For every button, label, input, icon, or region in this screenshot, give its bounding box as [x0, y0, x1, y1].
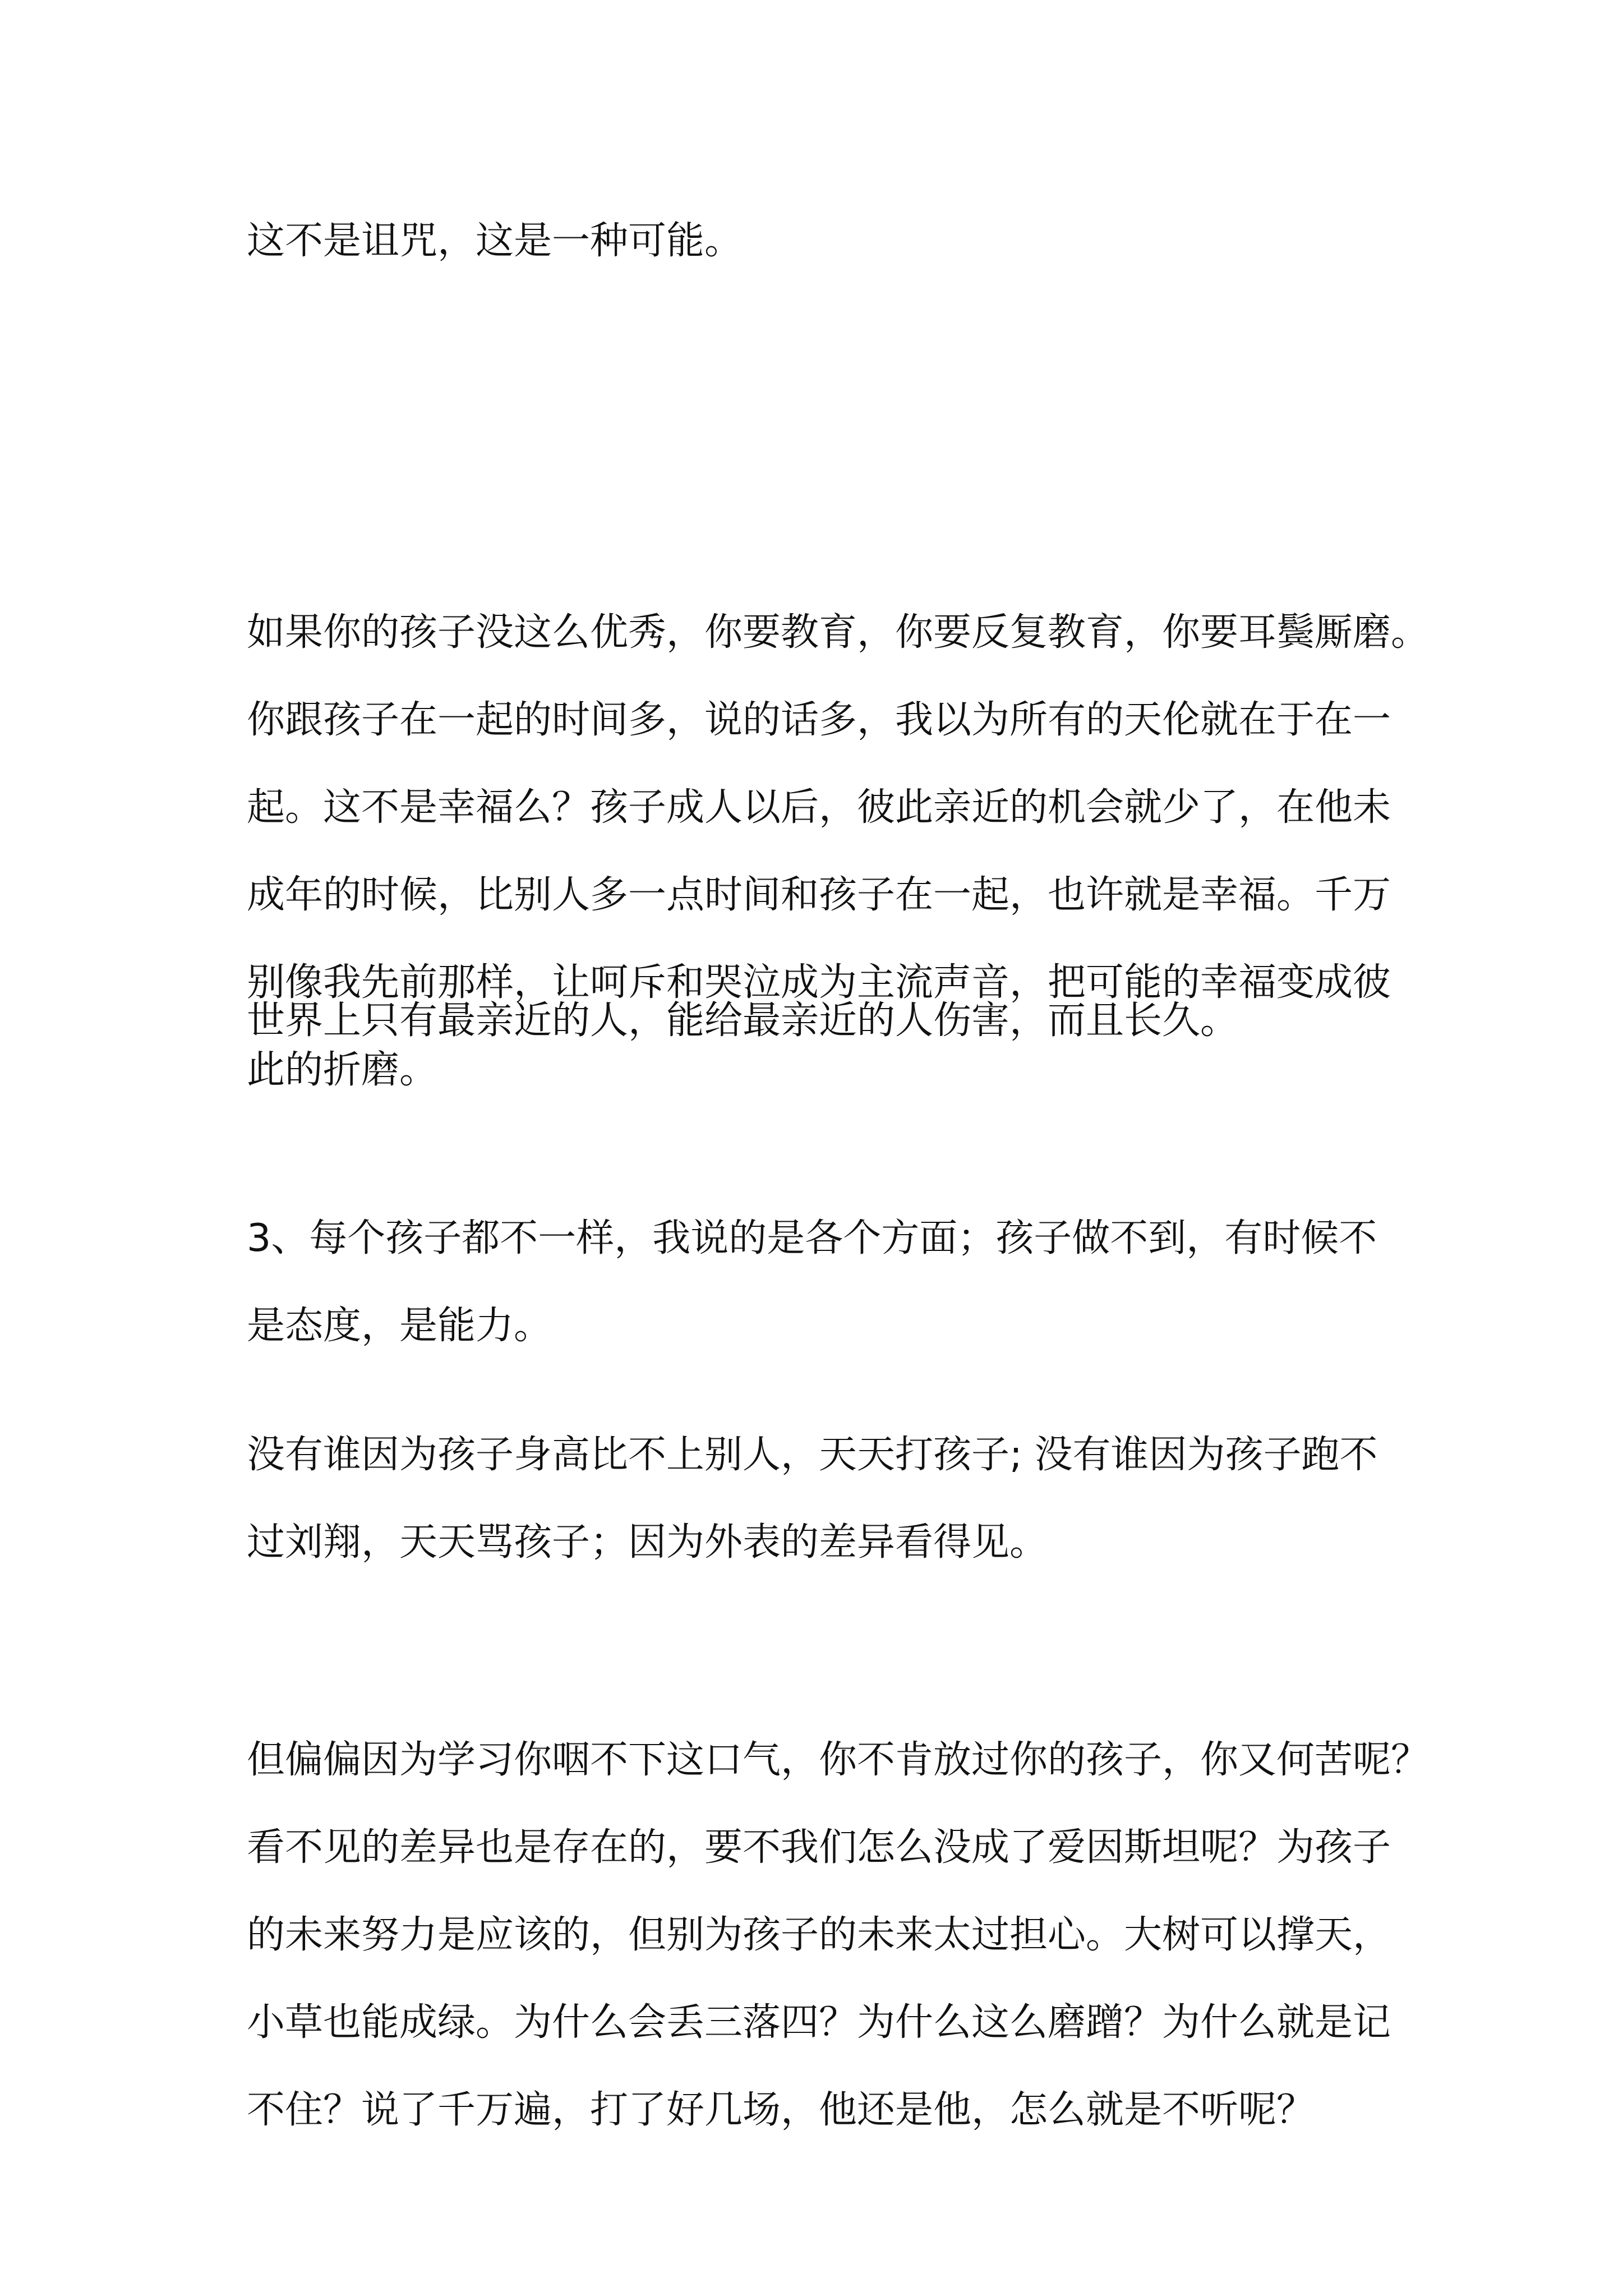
- paragraph-visible-differences: [247, 1411, 1391, 1586]
- text-line: 但偏偏因为学习你咽不下这口气，你不肯放过你的孩子，你又何苦呢？: [247, 1738, 1430, 1782]
- text-line: 是态度，是能力。: [247, 1304, 552, 1348]
- text-line: 你跟孩子在一起的时间多，说的话多，我以为所有的天伦就在于在一: [247, 698, 1391, 742]
- text-line: 没有谁因为孩子身高比不上别人，天天打孩子; 没有谁因为孩子跑不: [247, 1433, 1378, 1477]
- text-line: 3、每个孩子都不一样，我说的是各个方面；孩子做不到，有时候不: [247, 1216, 1377, 1260]
- paragraph-closest-people: [247, 977, 1391, 1065]
- text-line: 别像我先前那样，让呵斥和哭泣成为主流声音，把可能的幸福变成彼: [247, 960, 1391, 1005]
- paragraph-point-3: [247, 1195, 1391, 1370]
- text-line: 的未来努力是应该的，但别为孩子的未来太过担心。大树可以撑天，: [247, 1913, 1391, 1957]
- text-line: 成年的时候，比别人多一点时间和孩子在一起，也许就是幸福。千万: [247, 873, 1391, 917]
- text-line: 过刘翔，天天骂孩子；因为外表的差异看得见。: [247, 1520, 1048, 1565]
- text-line: 世界上只有最亲近的人，能给最亲近的人伤害，而且长久。: [247, 999, 1239, 1043]
- text-line: 这不是诅咒，这是一种可能。: [247, 219, 743, 263]
- paragraph-curse: [247, 197, 1391, 285]
- paragraph-invisible-differences: [247, 1717, 1430, 2154]
- text-line: 如果你的孩子没这么优秀，你要教育，你要反复教育，你要耳鬓厮磨。: [247, 610, 1430, 655]
- text-line: 看不见的差异也是存在的，要不我们怎么没成了爱因斯坦呢？为孩子: [247, 1825, 1391, 1870]
- text-line: 此的折磨。: [247, 1048, 438, 1092]
- text-line: 不住？说了千万遍，打了好几场，他还是他，怎么就是不听呢？: [247, 2088, 1315, 2132]
- text-line: 起。这不是幸福么？孩子成人以后，彼此亲近的机会就少了，在他未: [247, 785, 1391, 830]
- text-line: 小草也能成绿。为什么会丢三落四？为什么这么磨蹭？为什么就是记: [247, 2000, 1391, 2045]
